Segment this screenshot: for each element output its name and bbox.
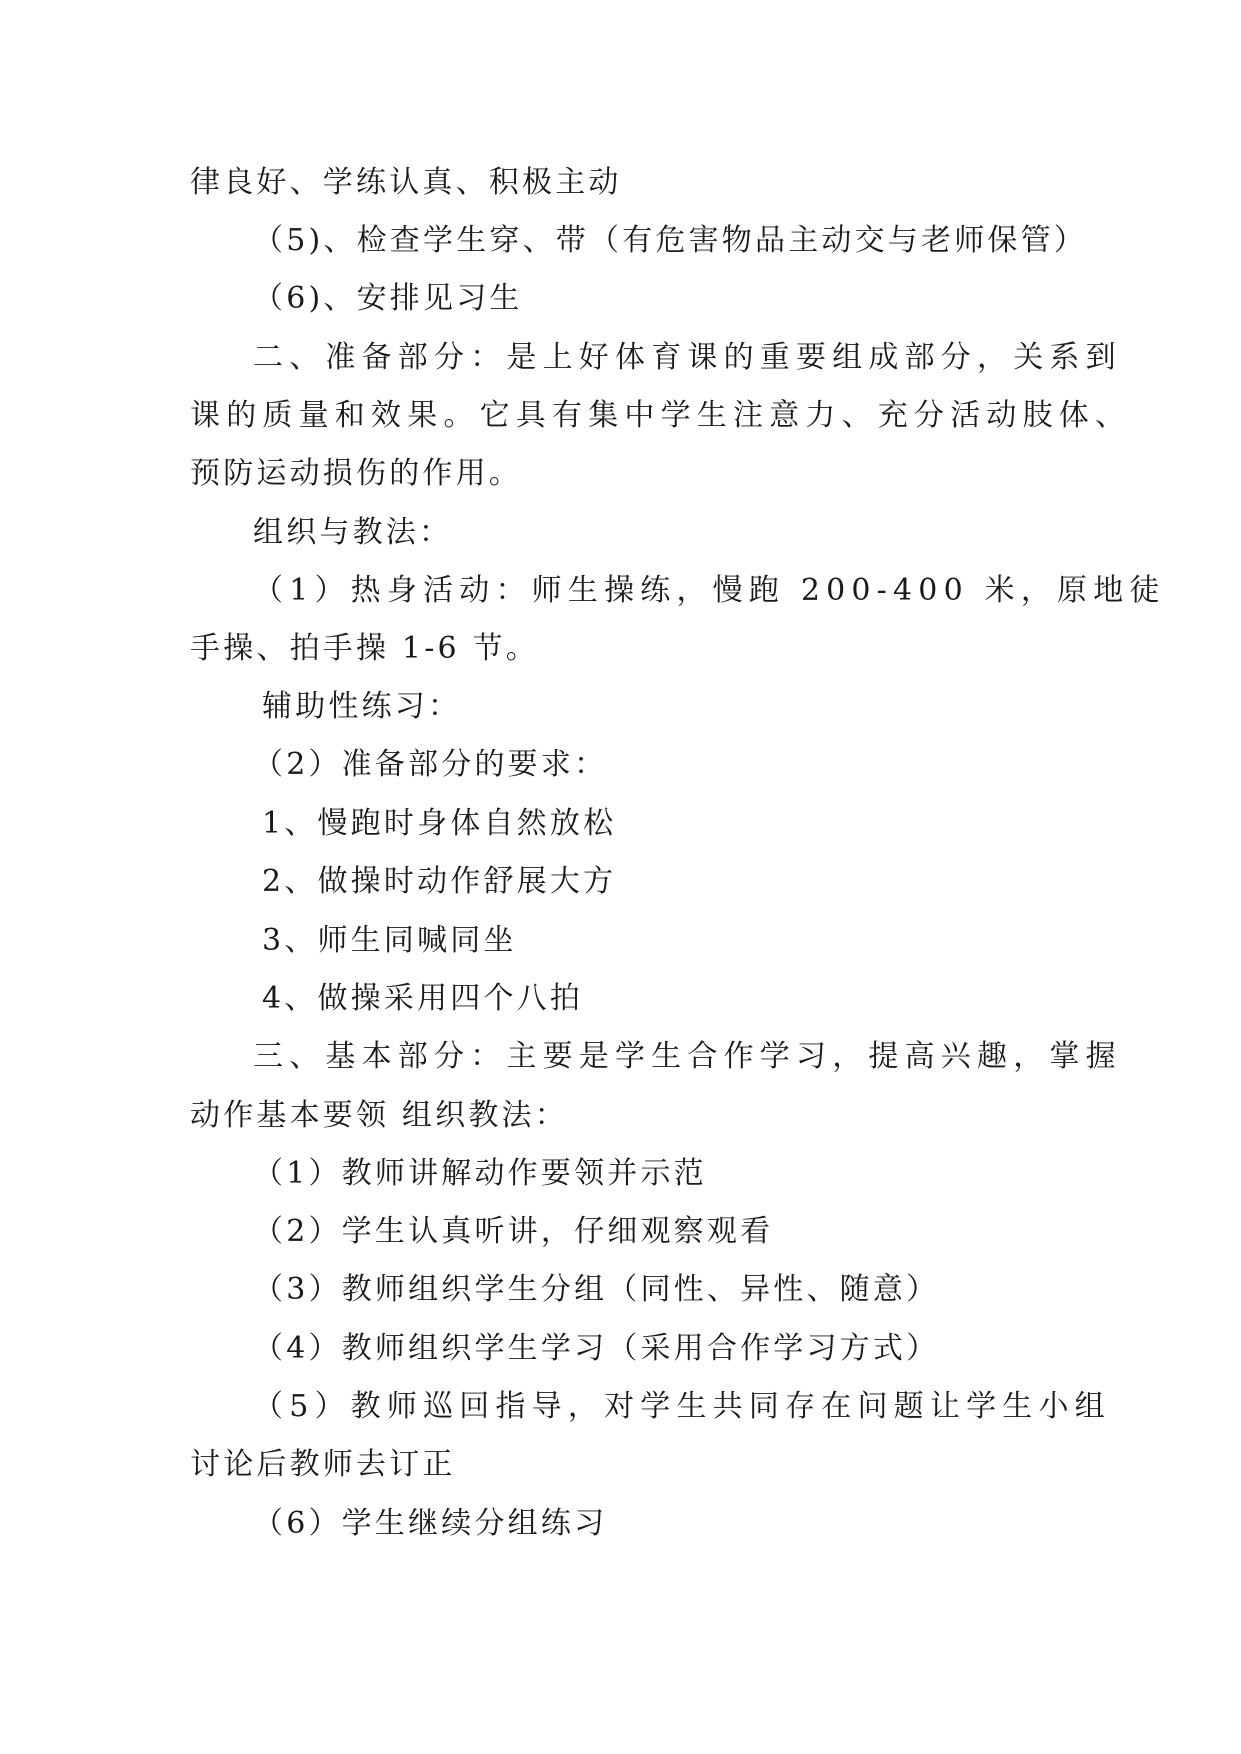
- text-line-22: （5）教师巡回指导，对学生共同存在问题让学生小组: [253, 1389, 1111, 1424]
- text-line-11: （2）准备部分的要求：: [253, 747, 608, 782]
- text-line-24: （6）学生继续分组练习: [253, 1506, 608, 1541]
- text-line-21: （4）教师组织学生学习（采用合作学习方式）: [253, 1331, 940, 1366]
- text-line-15: 4、做操采用四个八拍: [262, 981, 584, 1016]
- text-line-9: 手操、拍手操 1-6 节。: [190, 631, 539, 666]
- text-line-4: 二、准备部分：是上好体育课的重要组成部分，关系到: [253, 340, 1122, 375]
- text-line-18: （1）教师讲解动作要领并示范: [253, 1156, 707, 1191]
- text-line-16: 三、基本部分：主要是学生合作学习，提高兴趣，掌握: [253, 1039, 1122, 1074]
- text-line-8: （1）热身活动：师生操练，慢跑 200-400 米，原地徒: [253, 573, 1166, 608]
- text-line-1: 律良好、学练认真、积极主动: [190, 165, 622, 200]
- text-line-17: 动作基本要领 组织教法：: [190, 1098, 568, 1133]
- text-line-19: （2）学生认真听讲，仔细观察观看: [253, 1214, 774, 1249]
- text-line-23: 讨论后教师去订正: [190, 1447, 456, 1482]
- text-line-6: 预防运动损伤的作用。: [190, 456, 522, 491]
- text-line-12: 1、慢跑时身体自然放松: [262, 806, 617, 841]
- text-line-2: （5)、检查学生穿、带（有危害物品主动交与老师保管）: [253, 223, 1087, 258]
- text-line-5: 课的质量和效果。它具有集中学生注意力、充分活动肢体、: [190, 398, 1132, 433]
- text-line-10: 辅助性练习：: [262, 689, 462, 724]
- text-line-13: 2、做操时动作舒展大方: [262, 864, 617, 899]
- text-line-7: 组织与教法：: [253, 515, 453, 550]
- text-line-20: （3）教师组织学生分组（同性、异性、随意）: [253, 1272, 940, 1307]
- text-line-3: （6)、安排见习生: [253, 281, 523, 316]
- text-line-14: 3、师生同喊同坐: [262, 923, 517, 958]
